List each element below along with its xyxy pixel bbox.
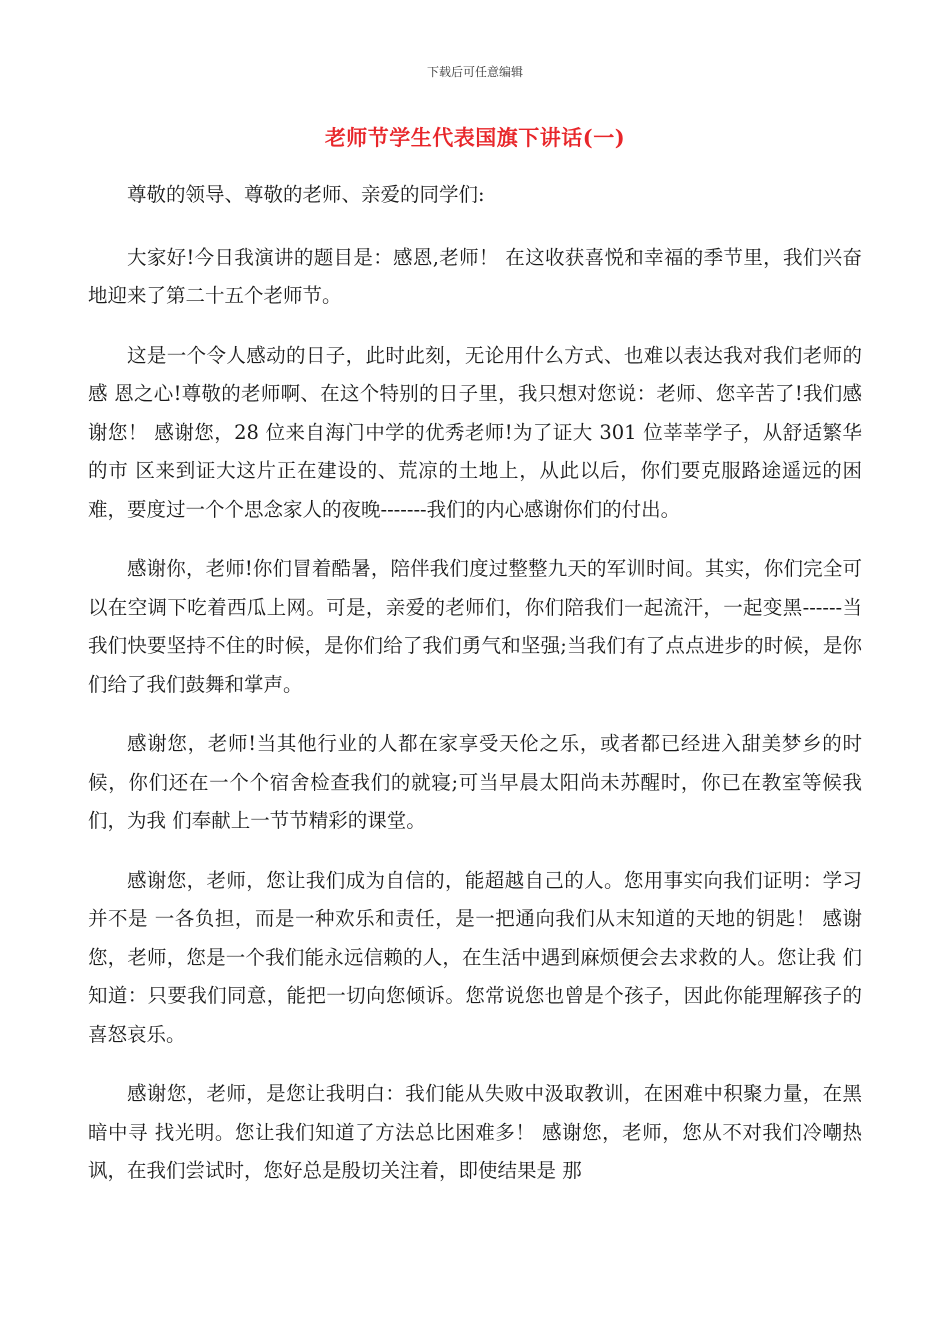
- paragraph: 感谢您，老师，您让我们成为自信的，能超越自己的人。您用事实向我们证明：学习并不是 一各负担，而是一种欢乐和责任，是一把通向我们从末知道的天地的钥匙！ 感谢您，老师，您是一个我们能永远信赖的人，在生活中遇到麻烦便会去求救的人。您让我 们知道：只要我们同意，能把一切向您倾诉。您常说您也曾是个孩子，因此你能理解孩子的喜怒哀乐。: [88, 868, 862, 1046]
- paragraph: 感谢您，老师!当其他行业的人都在家享受天伦之乐，或者都已经进入甜美梦乡的时候，你们还在一个个宿舍检查我们的就寝;可当早晨太阳尚未苏醒时，你已在教室等候我们，为我 们奉献上一节节精彩的课堂。: [88, 732, 862, 832]
- paragraph: 感谢你，老师!你们冒着酷暑，陪伴我们度过整整九天的军训时间。其实，你们完全可以在空调下吃着西瓜上网。可是，亲爱的老师们，你们陪我们一起流汗，一起变黑------当我们快要坚持不住的时候，是你们给了我们勇气和坚强;当我们有了点点进步的时候，是你们给了我们鼓舞和掌声。: [88, 557, 862, 696]
- paragraph: 感谢您，老师，是您让我明白：我们能从失败中汲取教训，在困难中积聚力量，在黑暗中寻 找光明。您让我们知道了方法总比困难多！ 感谢您，老师，您从不对我们冷嘲热讽，在我们尝试时，您好总是殷切关注着，即使结果是 那: [88, 1082, 862, 1182]
- paragraph: 大家好!今日我演讲的题目是：感恩,老师！ 在这收获喜悦和幸福的季节里，我们兴奋地迎来了第二十五个老师节。: [88, 245, 862, 307]
- header-note: 下载后可任意编辑: [426, 65, 523, 79]
- document-title: 老师节学生代表国旗下讲话(一): [324, 125, 626, 150]
- salutation: 尊敬的领导、尊敬的老师、亲爱的同学们:: [127, 183, 485, 206]
- document-body: [88, 176, 862, 1212]
- paragraph: 这是一个令人感动的日子，此时此刻，无论用什么方式、也难以表达我对我们老师的感 恩之心!尊敬的老师啊、在这个特别的日子里，我只想对您说：老师、您辛苦了!我们感谢您！ 感谢您，28 位来自海门中学的优秀老师!为了证大 301 位莘莘学子，从舒适繁华的市 区来到证大这片正在建设的、荒凉的土地上，从此以后，你们要克服路途遥远的困难，要度过一个个思念家人的夜晚-------我们的内心感谢你们的付出。: [88, 343, 862, 521]
